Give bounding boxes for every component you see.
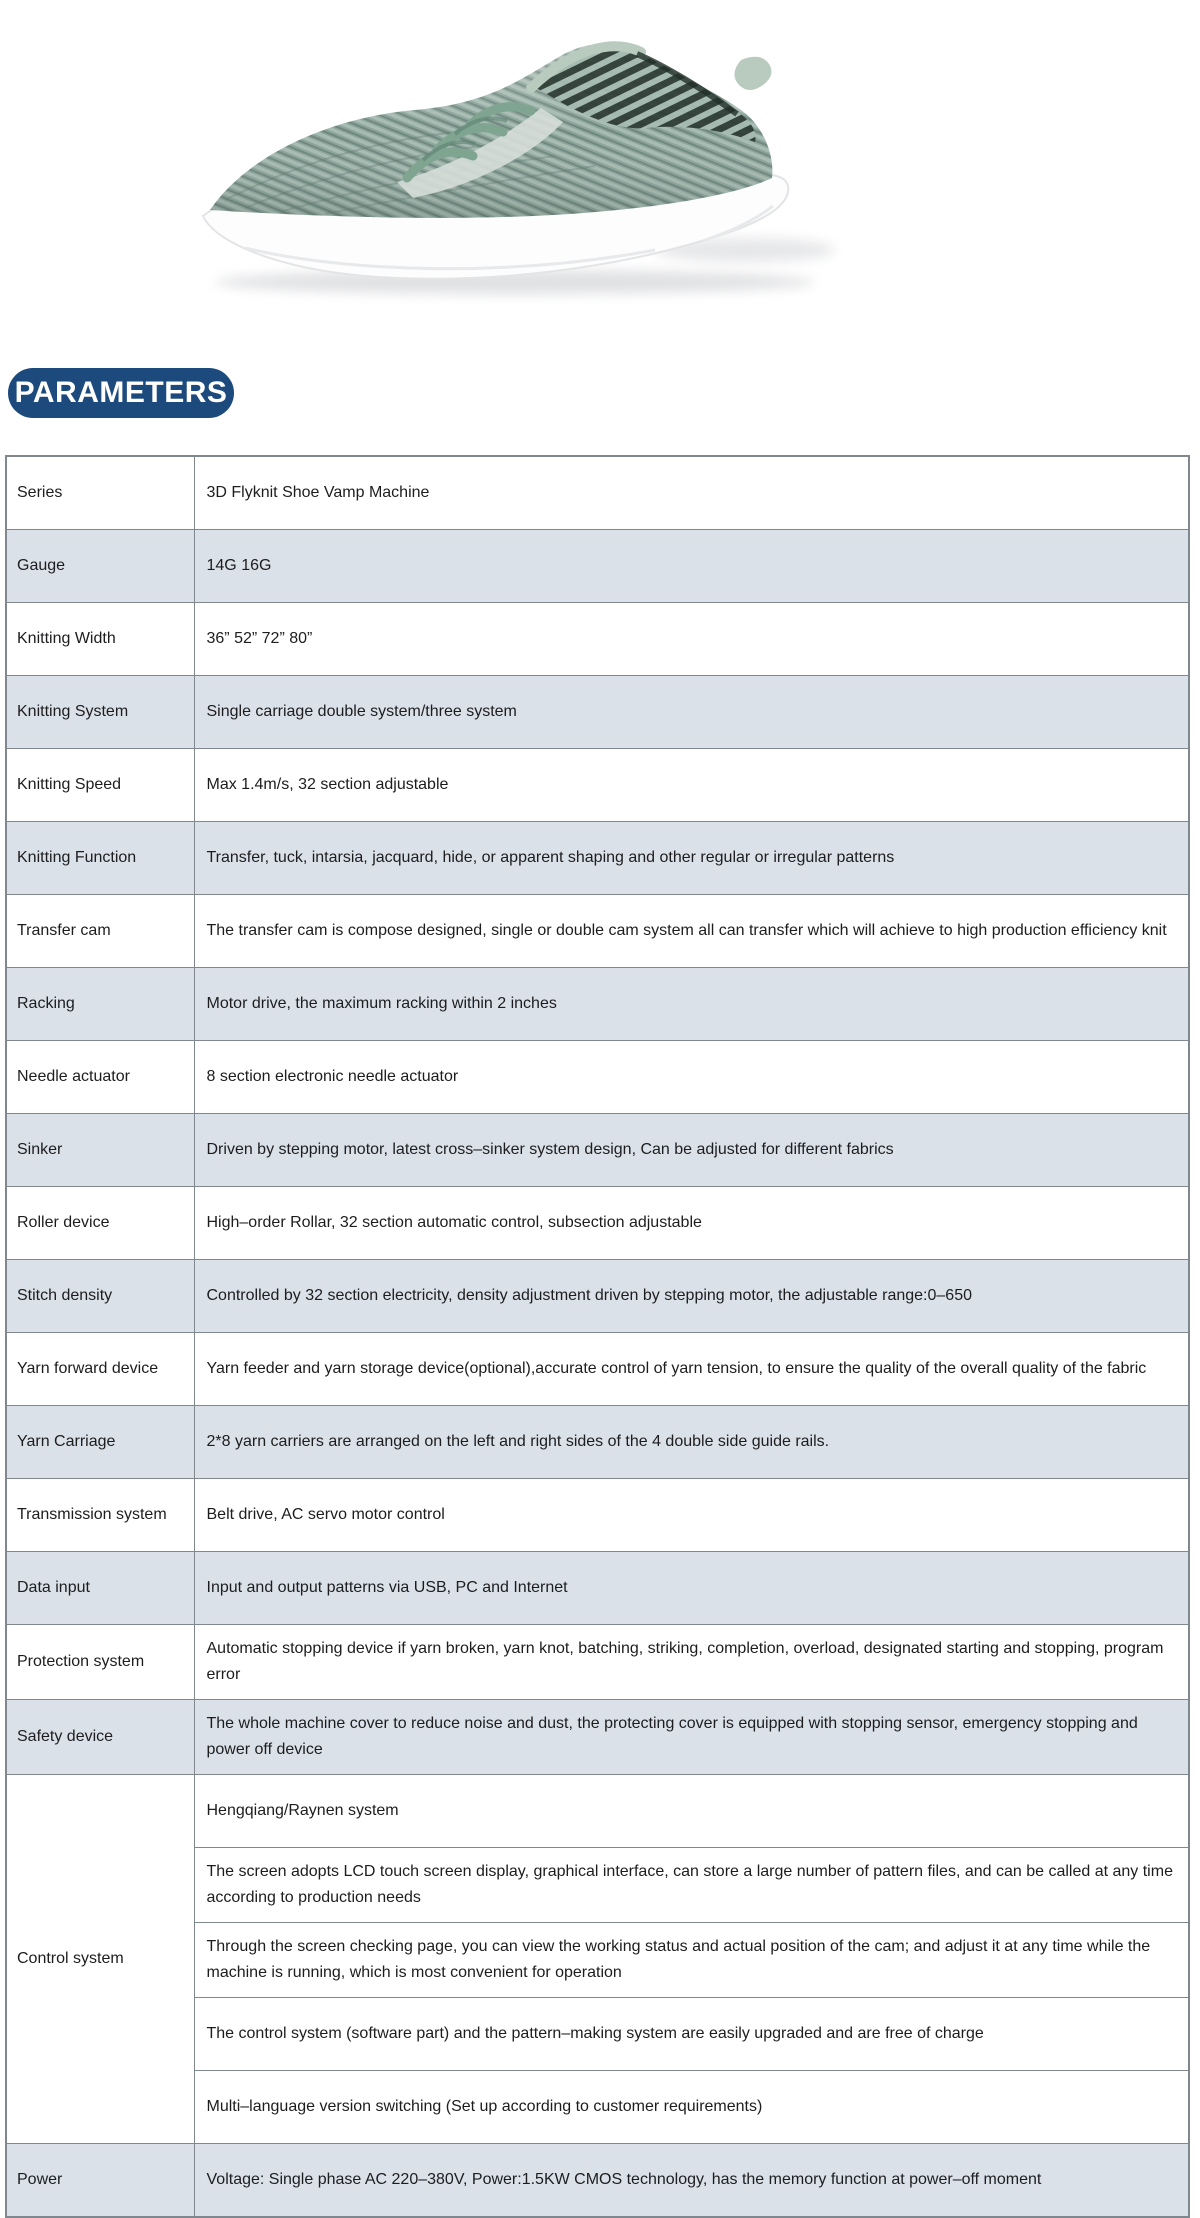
param-label: Roller device (6, 1187, 194, 1260)
table-row (6, 1041, 1189, 1114)
param-label: Safety device (6, 1700, 194, 1775)
param-value: Single carriage double system/three system (194, 676, 1189, 749)
param-label: Protection system (6, 1625, 194, 1700)
table-row (6, 1552, 1189, 1625)
table-row (6, 749, 1189, 822)
param-label: Transmission system (6, 1479, 194, 1552)
param-label: Transfer cam (6, 895, 194, 968)
param-value: High–order Rollar, 32 section automatic control, subsection adjustable (194, 1187, 1189, 1260)
param-label: Data input (6, 1552, 194, 1625)
param-value: 2*8 yarn carriers are arranged on the left and right sides of the 4 double side guide rails. (194, 1406, 1189, 1479)
table-row (6, 1187, 1189, 1260)
parameters-heading-label: PARAMETERS (14, 376, 228, 409)
param-label: Power (6, 2144, 194, 2218)
param-value: Yarn feeder and yarn storage device(optional),accurate control of yarn tension, to ensure the quality of the overall quality of the fabric (194, 1333, 1189, 1406)
param-value: Multi–language version switching (Set up according to customer requirements) (194, 2071, 1189, 2144)
table-row (6, 822, 1189, 895)
param-value: Driven by stepping motor, latest cross–sinker system design, Can be adjusted for different fabrics (194, 1114, 1189, 1187)
param-value: The control system (software part) and the pattern–making system are easily upgraded and are free of charge (194, 1998, 1189, 2071)
table-row (6, 676, 1189, 749)
param-value: Belt drive, AC servo motor control (194, 1479, 1189, 1552)
table-row (6, 1260, 1189, 1333)
param-value: Max 1.4m/s, 32 section adjustable (194, 749, 1189, 822)
param-label: Gauge (6, 530, 194, 603)
param-value: Through the screen checking page, you can view the working status and actual position of the cam; and adjust it at any time while the machine is running, which is most convenient for operation (194, 1923, 1189, 1998)
param-label: Knitting Speed (6, 749, 194, 822)
table-row (6, 603, 1189, 676)
product-photo (185, 10, 825, 310)
param-value: The screen adopts LCD touch screen display, graphical interface, can store a large number of pattern files, and can be called at any time according to production needs (194, 1848, 1189, 1923)
parameters-table-body (6, 456, 1189, 2217)
param-value: The transfer cam is compose designed, single or double cam system all can transfer which will achieve to high production efficiency knit (194, 895, 1189, 968)
param-value: 14G 16G (194, 530, 1189, 603)
table-row (6, 1479, 1189, 1552)
param-value: Controlled by 32 section electricity, density adjustment driven by stepping motor, the adjustable range:0–650 (194, 1260, 1189, 1333)
table-row (6, 1333, 1189, 1406)
param-label: Knitting Width (6, 603, 194, 676)
param-label: Racking (6, 968, 194, 1041)
param-value: Transfer, tuck, intarsia, jacquard, hide, or apparent shaping and other regular or irregular patterns (194, 822, 1189, 895)
parameters-heading (8, 368, 234, 418)
table-row (6, 968, 1189, 1041)
param-value: 3D Flyknit Shoe Vamp Machine (194, 456, 1189, 530)
parameters-table (5, 455, 1190, 2218)
table-row (6, 456, 1189, 530)
table-row (6, 1775, 1189, 1848)
param-value: Input and output patterns via USB, PC and Internet (194, 1552, 1189, 1625)
param-value: Motor drive, the maximum racking within 2 inches (194, 968, 1189, 1041)
table-row (6, 1700, 1189, 1775)
param-label: Needle actuator (6, 1041, 194, 1114)
param-value: Voltage: Single phase AC 220–380V, Power:1.5KW CMOS technology, has the memory function at power–off moment (194, 2144, 1189, 2218)
param-value: 8 section electronic needle actuator (194, 1041, 1189, 1114)
param-label: Knitting Function (6, 822, 194, 895)
param-label: Stitch density (6, 1260, 194, 1333)
shoe-image (185, 10, 825, 305)
param-label: Yarn forward device (6, 1333, 194, 1406)
param-value: Automatic stopping device if yarn broken, yarn knot, batching, striking, completion, overload, designated starting and stopping, program error (194, 1625, 1189, 1700)
param-value: The whole machine cover to reduce noise and dust, the protecting cover is equipped with stopping sensor, emergency stopping and power off device (194, 1700, 1189, 1775)
param-label: Sinker (6, 1114, 194, 1187)
table-row (6, 530, 1189, 603)
param-value: Hengqiang/Raynen system (194, 1775, 1189, 1848)
param-label: Control system (6, 1775, 194, 2144)
param-value: 36” 52” 72” 80” (194, 603, 1189, 676)
param-label: Yarn Carriage (6, 1406, 194, 1479)
param-label: Knitting System (6, 676, 194, 749)
table-row (6, 1625, 1189, 1700)
table-row (6, 1406, 1189, 1479)
table-row (6, 2144, 1189, 2218)
param-label: Series (6, 456, 194, 530)
table-row (6, 895, 1189, 968)
table-row (6, 1114, 1189, 1187)
